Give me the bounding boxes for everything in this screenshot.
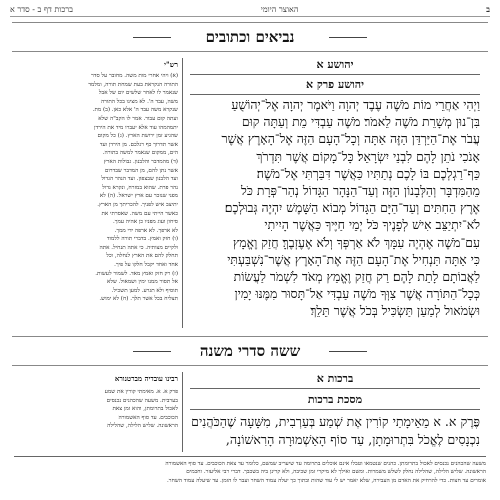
commentary-line: שנקרא משה עבד ה' אלא כאן. (ב) מת.	[92, 107, 178, 114]
verse-line: לֹא־יִתְיַצֵּב אִישׁ לְפָנֶיךָ כֹּל יְמֵי חַיֶּיךָ כַּאֲשֶׁר הָיִיתִי	[264, 217, 480, 233]
banner-bottom-rule	[12, 365, 488, 366]
column-divider	[182, 58, 183, 328]
commentary-line: הראשונה. שליש הלילה, שהלילה	[107, 423, 178, 430]
verse-line: עֲבֹר אֶת־הַיַּרְדֵּן הַזֶּה אַתָּה וְכָל־הָעָם הַזֶּה אֶל־הָאָרֶץ אֲשֶׁר	[221, 131, 480, 147]
page-reference: ברכות דף ב - סדר א	[10, 4, 74, 14]
mishna-line: נִכְנָסִים לֶאֱכֹל בִּתְרוּמָתָן, עַד סוֹף הָאַשְׁמוּרָה הָרִאשׁוֹנָה,	[225, 431, 480, 447]
commentary-line: הים, ממקום שנאמר למשה בתורה.	[102, 150, 178, 157]
verse-line: אָנֹכִי נֹתֵן לָהֶם לִבְנֵי יִשְׂרָאֵל׃ כָּל־מָקוֹם אֲשֶׁר תִּדְרֹךְ	[256, 148, 480, 164]
commentary-line: אשר נתן להם, מן המדבר שבדרום	[104, 167, 178, 174]
commentary-line: ולקיים מצותיה. כי אתה תנחיל. אתה	[99, 244, 178, 251]
banner-top-rule	[12, 336, 488, 337]
commentary-line: לא ארפך. לא ארפה ידי ממך.	[114, 227, 178, 234]
section-banner-prophets: נביאים וכתובים	[175, 24, 325, 50]
heading-rule-lower	[190, 94, 480, 95]
book-chapter-label: יהושע א	[316, 58, 354, 71]
page-number: ב	[486, 4, 490, 14]
commentary-line: שנאמר לו לאחר שלשים יום של אבל	[98, 90, 178, 97]
running-title: האוצר היומי	[260, 4, 299, 14]
mishna-line: פֶּרֶק א. א מֵאֵימָתַי קוֹרִין אֶת שְׁמַע בְּעַרְבִית, מִשָּׁעָה שֶׁהַכֹּהֲנִים	[191, 414, 480, 429]
mishna-text	[188, 413, 480, 448]
heading-rule	[190, 74, 480, 75]
commentary-line: הכוכבים. עד סוף האשמורה	[118, 414, 178, 421]
footnote-rule	[14, 456, 486, 457]
commentary-line: (ו) חזק ואמץ. בדברי תורה ללמוד	[106, 236, 178, 243]
commentary-line: תחלק להם את הארץ לנחלה, וכל	[106, 253, 178, 260]
commentary-line: בערבית. משעה שהכהנים נכנסים	[106, 397, 178, 404]
commentary-label: רש"י	[164, 60, 178, 69]
verse-line: וּשְׂמֹאול לְמַעַן תַּשְׂכִּיל בְּכֹל אֲשֶׁר תֵּלֵךְ׃	[310, 303, 480, 319]
chapter-heading: יהושע פרק א	[305, 78, 365, 91]
commentary-line: ועתה קום עבור. אמר לו הקב"ה שלא	[98, 115, 178, 122]
footnote-line: משעה שהכהנים נכנסים לאכול בתרומתן. כהנים שנטמאו וטבלו אינם אוכלים בתרומה עד שיעריב שמשם, כלומר עד צאת הכוכבים. עד סוף האשמורה	[165, 461, 486, 467]
commentary-line: תצליח בכל אשר תלך. (ח) לא ימוש.	[99, 296, 178, 303]
verse-line: כְּכָל־הַתּוֹרָה אֲשֶׁר צִוְּךָ מֹשֶׁה עַבְדִּי אַל־תָּסוּר מִמֶּנּוּ יָמִין	[234, 286, 480, 302]
commentary-line: סיחון ועוג מפניו כן אהיה עמך.	[113, 219, 178, 226]
commentary-line: התורה הנקראת בעת שמחת תורה, ומלמד	[88, 81, 178, 88]
tractate-chapter-label: ברכות א	[316, 372, 354, 385]
tractate-heading: מסכת ברכות	[307, 393, 363, 406]
verse-line: וַיְהִי אַחֲרֵי מוֹת מֹשֶׁה עֶבֶד יְהוָה וַיֹּאמֶר יְהוָה אֶל־יְהוֹשֻׁעַ	[231, 97, 480, 112]
footnote-line: הראשונה. שליש הלילה, שהלילה נחלק לשלש משמרות. ומשם ואילך לא מיקרי זמן שכיבה, ולא קרינן ביה בשכבך. דברי רבי אליעזר. וחכמים	[186, 469, 486, 476]
section-banner-mishna: ששה סדרי משנה	[175, 338, 325, 364]
commentary-line: יתיצב איש לפניך. להכריתך מן הארץ.	[97, 201, 178, 208]
commentary-line: לאכול בתרומתן, והוא זמן צאת	[112, 406, 178, 413]
verse-line: כַּף־רַגְלְכֶם בּוֹ לָכֶם נְתַתִּיו כַּאֲשֶׁר דִּבַּרְתִּי אֶל־מֹשֶׁה׃	[256, 165, 480, 181]
commentary-line: יתמהמהו עוד אלא יעברו מיד את הירדן	[94, 124, 178, 131]
commentary-line: פרק א. א. מאימתי קורין את שמע	[104, 389, 178, 395]
banner-bottom-rule	[12, 51, 488, 52]
verse-line: מֵהַמִּדְבָּר וְהַלְּבָנוֹן הַזֶּה וְעַד־הַנָּהָר הַגָּדוֹל נְהַר־פְּרָת כֹּל	[241, 183, 480, 199]
mishna-commentary	[14, 388, 178, 431]
commentary-line: נהר פרת. שהוא במזרח, ונקרא גדול	[102, 184, 178, 191]
heading-rule	[190, 388, 480, 389]
verse-line: עִם־מֹשֶׁה אֶהְיֶה עִמָּךְ לֹא אַרְפְּךָ וְלֹא אֶעֶזְבֶךָּ׃ חֲזַק וֶאֱמָץ	[232, 234, 480, 250]
commentary-line: (א) ויהי אחרי מות משה. מחובר על סדר	[91, 73, 178, 79]
commentary-line: שהגיע זמן ירושת הארץ. (ג) כל מקום	[97, 133, 178, 140]
banner-top-rule	[12, 22, 488, 23]
verse-line: לַאֲבוֹתָם לָתֵת לָהֶם׃ רַק חֲזַק וֶאֱמַץ מְאֹד לִשְׁמֹר לַעֲשׂוֹת	[233, 269, 480, 285]
commentary-line: (ד) מהמדבר והלבנון. גבולות הארץ	[103, 158, 178, 165]
commentary-line: משה, עבד ה'. לא מצינו בכל התורה	[100, 98, 178, 105]
verse-line: כִּי אַתָּה תַּנְחִיל אֶת־הָעָם הַזֶּה אֶת־הָאָרֶץ אֲשֶׁר־נִשְׁבַּעְתִּי	[227, 251, 480, 267]
commentary-line: אחד ואחד יקבל חלקו על פיך.	[114, 262, 178, 269]
commentary-line: אשר תדרוך כף רגלכם. מן הירדן ועד	[99, 141, 178, 148]
commentary-line: תוסיף ולא תגרע. למען תשכיל.	[111, 287, 178, 294]
footnote-line: אומרים עד חצות. כדי להרחיק את האדם מן העבירה, שלא יאמר יש לי עוד שהות ובתוך כך יעלה עמוד השחר ועבר לו הזמן. עד שיעלה עמוד השחר.	[167, 477, 486, 484]
commentary-line: אל תסור ממנו ימין ושמאול. שלא	[106, 279, 178, 286]
footnote-commentary	[14, 460, 486, 485]
column-divider	[182, 372, 183, 452]
commentary-label: רבינו עובדיה מברטנורא	[114, 374, 178, 383]
verse-line: בִּן־נוּן מְשָׁרֵת מֹשֶׁה לֵאמֹר׃ מֹשֶׁה עַבְדִּי מֵת וְעַתָּה קוּם	[241, 114, 480, 130]
commentary-line: (ז) רק חזק ואמץ מאד. לשמור לעשות.	[95, 270, 178, 277]
commentary-text	[14, 72, 178, 304]
heading-rule-lower	[190, 409, 480, 410]
commentary-line: כאשר הייתי עם משה. שאסרתי את	[101, 210, 178, 217]
verse-line: אֶרֶץ הַחִתִּים וְעַד־הַיָּם הַגָּדוֹל מְבוֹא הַשָּׁמֶשׁ יִהְיֶה גְּבוּלְכֶם׃	[224, 200, 480, 216]
commentary-line: ועד הלבנון שבצפון. ועד הנהר הגדול	[101, 176, 178, 183]
scripture-text	[188, 96, 480, 320]
commentary-line: מפני שנזכר עם ארץ ישראל. (ה) לא	[99, 193, 178, 200]
running-header	[10, 2, 490, 17]
